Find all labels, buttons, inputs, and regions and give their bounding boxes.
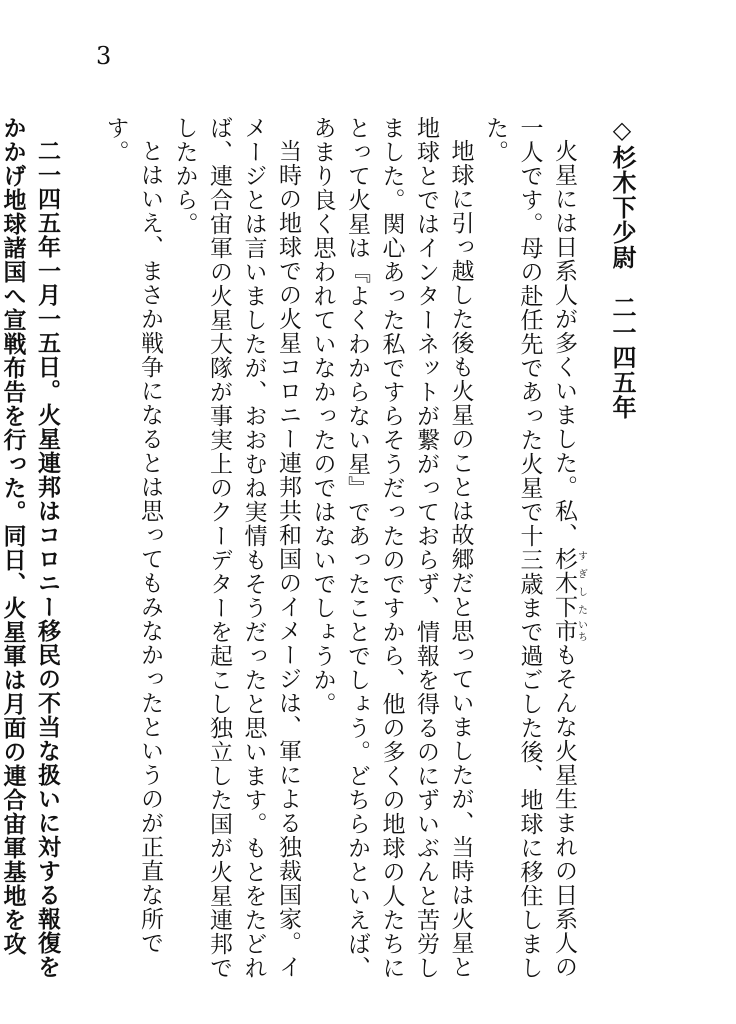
ruby-base-2: 市 <box>551 619 577 643</box>
blank-line <box>64 116 98 996</box>
page-number: 3 <box>96 42 112 70</box>
paragraph-4: とはいえ、まさか戦争になるとは思ってもみなかったというのが正直な所です。 <box>102 116 163 955</box>
paragraph-1-text-a: 火星には日系人が多くいました。私、 <box>551 139 577 547</box>
paragraph-2: 地球に引っ越した後も火星のことは故郷だと思っていましたが、当時は火星と地球とではインターネットが繋がっておらず、情報を得るのにずいぶんと苦労しました。関心あった私ですらそうだったのですから、他の多くの地球の人たちにとって火星は『よくわからない星』であったことでしょう。どちらかといえば、あまり良く思われていなかったのではないでしょうか。 <box>309 116 474 980</box>
section-heading: ◇杉木下少尉 二一四五年 <box>608 116 636 420</box>
ruby-text: すぎした <box>575 547 587 619</box>
name-ruby-2 <box>551 619 587 643</box>
ruby-text-2: いち <box>575 619 587 643</box>
ruby-base: 杉木下 <box>551 547 577 619</box>
name-ruby <box>551 547 587 619</box>
paragraph-3: 当時の地球での火星コロニー連邦共和国のイメージは、軍による独裁国家。イメージとは言いましたが、おおむね実情もそうだったと思います。もとをたどれば、連合宙軍の火星大隊が事実上のクーデターを起こし独立した国が火星連邦でしたから。 <box>171 116 301 980</box>
paragraph-1-text-b: もそんな火星生まれの日系人の一人です。母の赴任先であった火星で十三歳まで過ごした後、地球に移住しました。 <box>482 116 577 980</box>
paragraph-1 <box>478 116 587 996</box>
body-text <box>0 116 587 996</box>
paragraph-5: 二一四五年一月一五日。火星連邦はコロニー移民の不当な扱いに対する報復をかかげ地球諸国へ宣戦布告を行った。同日、火星軍は月面の連合宙軍基地を攻 <box>0 116 60 979</box>
